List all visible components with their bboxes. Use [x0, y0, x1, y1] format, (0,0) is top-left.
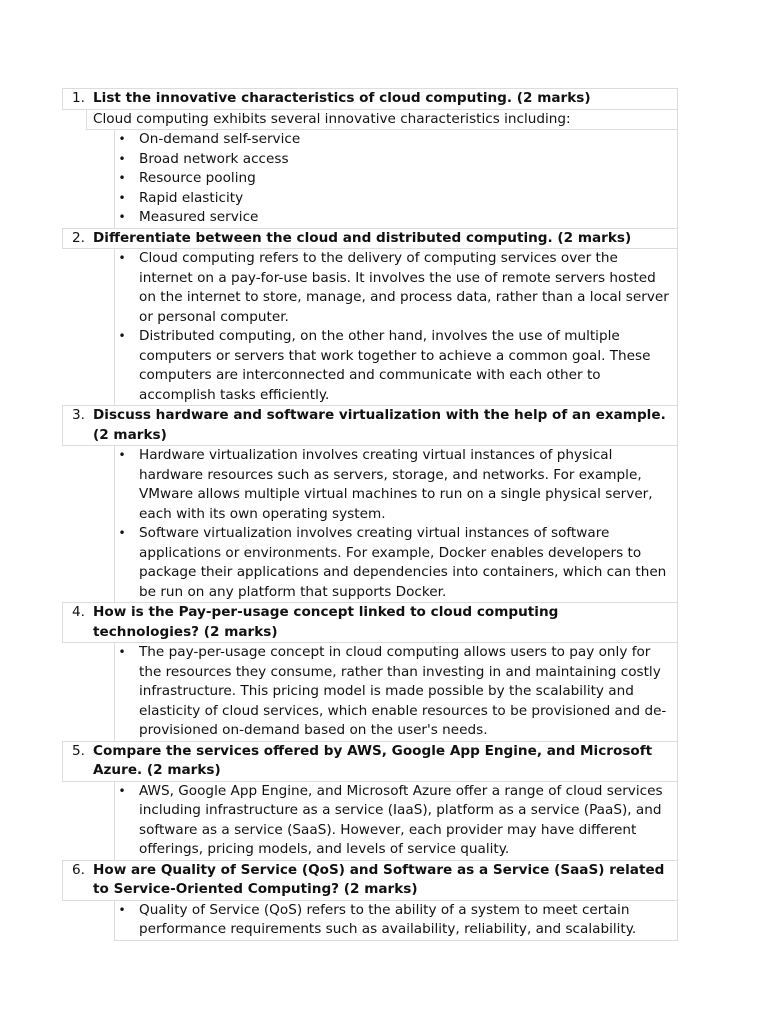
list-item: • AWS, Google App Engine, and Microsoft Azure offer a range of cloud services including infrastructure as a service (IaaS), platform as a service (PaaS), and software as a service (SaaS). However, each provider may have different offerings, pricing models, and levels of service quality.: [115, 782, 677, 860]
question-text: How is the Pay-per-usage concept linked to cloud computing technologies? (2 marks): [93, 604, 559, 640]
list-item: • Cloud computing refers to the delivery of computing services over the internet on a pay-for-use basis. It involves the use of remote servers hosted on the internet to store, manage, and process data, rather than a local server or personal computer.: [115, 249, 677, 327]
bullet-icon: [115, 524, 129, 544]
list-item: • Measured service: [115, 208, 677, 228]
bullet-icon: [115, 169, 129, 189]
list-item: • On-demand self-service: [115, 130, 677, 150]
bullet-icon: [115, 208, 129, 228]
question-1: [62, 88, 678, 110]
question-number: 4.: [72, 604, 85, 620]
question-text: Compare the services offered by AWS, Google App Engine, and Microsoft Azure. (2 marks): [93, 742, 653, 778]
bullet-icon: [115, 249, 129, 269]
list-item: • Quality of Service (QoS) refers to the ability of a system to meet certain performance requirements such as availability, reliability, and scalability.: [115, 901, 677, 940]
question-text: List the innovative characteristics of cloud computing. (2 marks): [93, 90, 591, 106]
bullet-icon: [115, 189, 129, 209]
question-number: 5.: [72, 742, 85, 759]
list-item: • The pay-per-usage concept in cloud computing allows users to pay only for the resources they consume, rather than investing in and maintaining costly infrastructure. This pricing model is made possible by the scalability and elasticity of cloud services, which enable resources to be provisioned and de-provisioned on-demand based on the user's needs.: [115, 643, 677, 741]
question-3: [62, 405, 678, 446]
list-item: • Broad network access: [115, 150, 677, 170]
question-6: [62, 860, 678, 901]
question-number: 1.: [72, 90, 85, 106]
answer-list: [114, 248, 678, 406]
list-item: • Distributed computing, on the other hand, involves the use of multiple computers or servers that work together to achieve a common goal. These computers are interconnected and communicate with each other to accomplish tasks efficiently.: [115, 327, 677, 405]
question-text: Discuss hardware and software virtualization with the help of an example. (2 marks): [93, 407, 666, 443]
bullet-icon: [115, 150, 129, 170]
answer-list: [114, 781, 678, 861]
question-number: 6.: [72, 861, 85, 878]
question-2: [62, 228, 678, 250]
bullet-icon: [115, 643, 129, 663]
question-number: 3.: [72, 407, 85, 423]
question-text: How are Quality of Service (QoS) and Software as a Service (SaaS) related to Service-Oriented Computing? (2 marks): [93, 861, 665, 897]
list-item: • Resource pooling: [115, 169, 677, 189]
list-item: • Hardware virtualization involves creating virtual instances of physical hardware resources such as servers, storage, and networks. For example, VMware allows multiple virtual machines to run on a single physical server, each with its own operating system.: [115, 446, 677, 524]
question-5: [62, 741, 678, 782]
answer-list: [114, 445, 678, 603]
question-number: 2.: [72, 229, 85, 246]
list-item: • Rapid elasticity: [115, 189, 677, 209]
answer-list: [114, 129, 678, 229]
bullet-icon: [115, 901, 129, 921]
bullet-icon: [115, 130, 129, 150]
bullet-icon: [115, 782, 129, 802]
bullet-icon: [115, 446, 129, 466]
answer-list: [114, 642, 678, 742]
bullet-icon: [115, 327, 129, 347]
list-item: • Software virtualization involves creating virtual instances of software applications or environments. For example, Docker enables developers to package their applications and dependencies into containers, which can then be run on any platform that supports Docker.: [115, 524, 677, 602]
answer-list: [114, 900, 678, 941]
answer-intro: Cloud computing exhibits several innovative characteristics including:: [86, 109, 678, 131]
question-text: Differentiate between the cloud and distributed computing. (2 marks): [93, 229, 632, 246]
document-body: [62, 88, 678, 940]
question-4: [62, 602, 678, 643]
